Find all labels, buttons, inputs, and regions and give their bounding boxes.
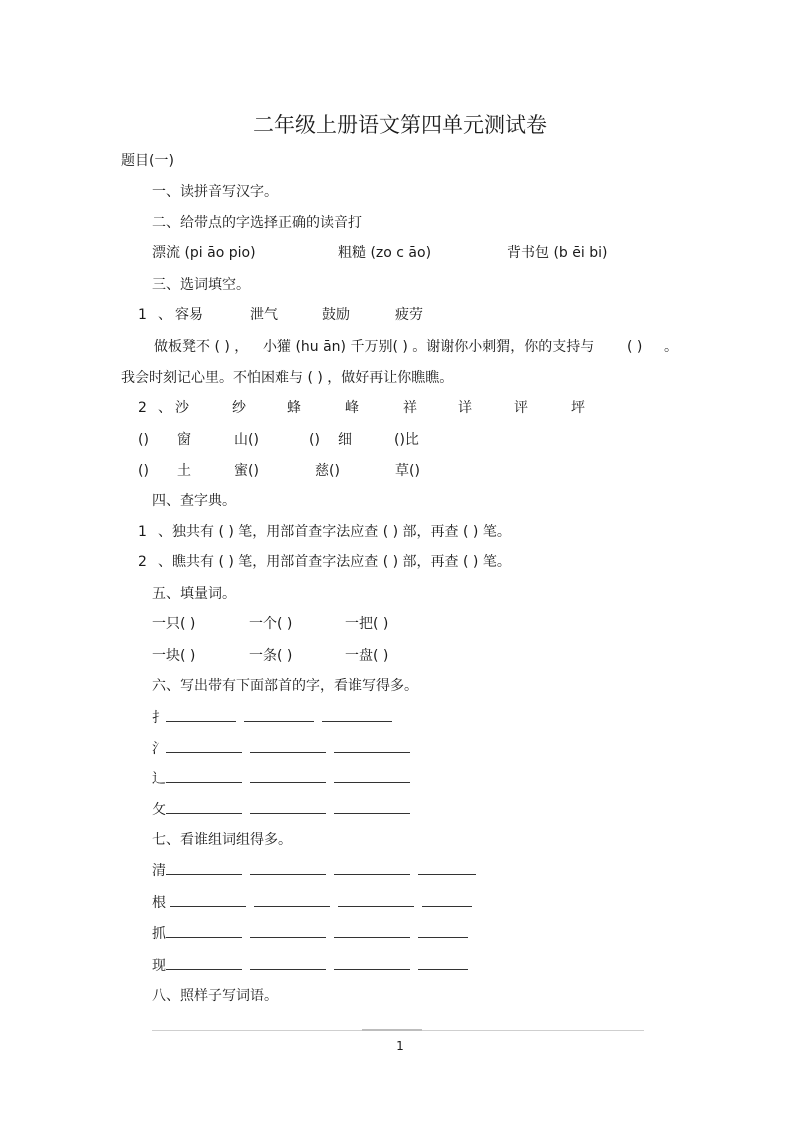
char-option: 沙 [175,400,189,416]
section-5-heading: 五、填量词。 [152,586,236,602]
answer-blank[interactable] [170,892,246,907]
answer-blank[interactable] [166,707,236,722]
char-option: 坪 [571,400,585,416]
fill-sentence-part: 。 [664,339,678,355]
section-2-heading: 二、给带点的字选择正确的读音打 [152,215,362,231]
section-4-heading: 四、查字典。 [152,493,236,509]
group-char: 抓 [152,926,166,942]
pinyin-item-3 [507,243,607,263]
answer-blank[interactable] [244,707,314,722]
answer-blank[interactable] [166,860,242,875]
answer-blank[interactable] [254,892,330,907]
separator: 、 [158,400,172,416]
measure-word-item: 一盘( ) [345,648,389,664]
radical-row [152,738,418,759]
section-7-heading: 七、看谁组词组得多。 [152,832,292,848]
answer-blank[interactable] [334,860,410,875]
answer-blank[interactable] [334,955,410,970]
separator: 、 [158,307,172,323]
answer-blank[interactable] [250,860,326,875]
char-option: 祥 [403,400,417,416]
word-group-row [152,923,476,944]
blank-item: 窗 [177,432,191,448]
answer-blank[interactable] [166,799,242,814]
radical-label: 攵 [152,802,166,818]
radical-label: 辶 [152,771,166,787]
answer-blank[interactable] [250,799,326,814]
char-option: 纱 [232,400,246,416]
word-option: 疲劳 [395,307,423,323]
word-group-row [152,860,484,881]
answer-blank[interactable] [334,923,410,938]
blank-item: ()比 [394,432,419,448]
word-option: 泄气 [250,307,278,323]
blank-item: () [138,463,149,479]
dictionary-question: 、独共有 ( ) 笔，用部首查字法应查 ( ) 部，再查 ( ) 笔。 [158,524,511,540]
measure-word-item: 一个( ) [249,616,293,632]
radical-row [152,768,418,789]
answer-blank[interactable] [334,768,410,783]
answer-blank[interactable] [166,923,242,938]
footer-divider-accent [362,1029,422,1031]
group-char: 根 [152,895,166,911]
pinyin-word: 背书包 [507,245,549,261]
blank-item: 慈() [315,463,340,479]
fill-blank: ( ) [627,339,643,355]
char-option: 峰 [345,400,359,416]
answer-blank[interactable] [250,955,326,970]
answer-blank[interactable] [334,799,410,814]
dictionary-question: 、瞧共有 ( ) 笔，用部首查字法应查 ( ) 部，再查 ( ) 笔。 [158,554,511,570]
answer-blank[interactable] [166,738,242,753]
section-8-heading: 八、照样子写词语。 [152,988,278,1004]
pinyin-word: 漂流 [152,245,180,261]
answer-blank[interactable] [166,955,242,970]
answer-blank[interactable] [250,768,326,783]
question-number: 2 [138,400,147,416]
answer-blank[interactable] [418,923,468,938]
measure-word-item: 一把( ) [345,616,389,632]
answer-blank[interactable] [422,892,472,907]
blank-item: () [138,432,149,448]
blank-item: 细 [338,432,352,448]
fill-sentence: 我会时刻记心里。不怕困难与 ( ) ，做好再让你瞧瞧。 [121,370,454,386]
char-option: 蜂 [287,400,301,416]
pinyin-item-2 [338,243,431,263]
section-1-heading: 一、读拼音写汉字。 [152,184,278,200]
char-option: 详 [458,400,472,416]
section-6-heading: 六、写出带有下面部首的字，看谁写得多。 [152,678,418,694]
answer-blank[interactable] [418,860,476,875]
answer-blank[interactable] [250,738,326,753]
group-char: 现 [152,958,166,974]
blank-item: () [309,432,320,448]
answer-blank[interactable] [338,892,414,907]
answer-blank[interactable] [418,955,468,970]
fill-sentence-part: 小獾 (hu ān) 千万别( ) 。谢谢你小刺猬，你的支持与 [263,339,595,355]
word-group-row [152,955,476,976]
pinyin-options: (b ēi bi) [553,245,608,261]
pinyin-word: 粗糙 [338,245,366,261]
answer-blank[interactable] [166,768,242,783]
blank-item: 土 [177,463,191,479]
blank-item: 山() [234,432,259,448]
question-number: 1 [138,524,147,540]
question-number: 2 [138,554,147,570]
answer-blank[interactable] [322,707,392,722]
pinyin-item-1 [152,243,256,263]
answer-blank[interactable] [250,923,326,938]
radical-label: 氵 [152,741,166,757]
radical-row [152,799,418,820]
group-char: 清 [152,863,166,879]
pinyin-options: (pi āo pio) [184,245,256,261]
pinyin-options: (zo c āo) [370,245,432,261]
word-option: 容易 [175,307,203,323]
word-option: 鼓励 [322,307,350,323]
section-subtitle: 题目(一) [121,153,174,169]
radical-label: 扌 [152,710,166,726]
measure-word-item: 一条( ) [249,648,293,664]
blank-item: 蜜() [234,463,259,479]
blank-item: 草() [395,463,420,479]
answer-blank[interactable] [334,738,410,753]
page-number: 1 [396,1039,404,1053]
measure-word-item: 一块( ) [152,648,196,664]
char-option: 评 [514,400,528,416]
measure-word-item: 一只( ) [152,616,196,632]
page-title: 二年级上册语文第四单元测试卷 [253,113,547,137]
radical-row [152,707,400,728]
fill-sentence-part: 做板凳不 ( ) ， [154,339,249,355]
word-group-row [152,892,480,913]
section-3-heading: 三、选词填空。 [152,277,250,293]
question-number: 1 [138,307,147,323]
